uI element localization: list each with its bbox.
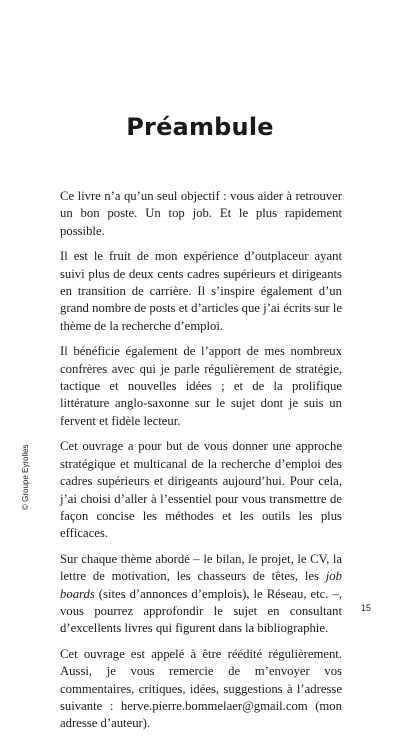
paragraph: Cet ouvrage est appelé à être réédité régulièrement. Aussi, je vous remercie de m’envoyer vos commentaires, critiques, idées, suggestions à l’adresse suivante : herve.pierre.bommelaer@gmail.com (mon adresse d’auteur). [60,646,342,731]
paragraph: Il est le fruit de mon expérience d’outplaceur ayant suivi plus de deux cents cadres supérieurs et dirigeants en transition de carrière. Il s’inspire également d’un grand nombre de posts et d’articles que j’ai écrits sur le thème de la recherche d’emploi. [60,249,342,333]
copyright-credit: © Groupe Eyrolles [21,444,30,510]
paragraph [60,551,342,638]
page-title: Préambule [126,113,274,141]
paragraph: Ce livre n’a qu’un seul objectif : vous aider à retrouver un bon poste. Un top job. Et le plus rapidement possible. [60,189,342,238]
paragraph-text: (sites d’annonces d’emplois), le Réseau, etc. –, vous pourrez approfondir le sujet en consultant d’excellents livres qui figurent dans la bibliographie. [60,586,342,636]
italic-term: job boards [60,569,342,601]
body-text [60,188,342,741]
paragraph-text: Sur chaque thème abordé – le bilan, le projet, le CV, la lettre de motivation, les chasseurs de têtes, les [60,551,342,584]
paragraph: Il bénéficie également de l’apport de mes nombreux confrères avec qui je parle régulièrement de stratégie, tactique et nouvelles idées ; et de la prolifique littérature anglo-saxonne sur le sujet dont je suis un fervent et fidèle lecteur. [60,344,342,428]
page-number: 15 [360,603,371,613]
paragraph: Cet ouvrage a pour but de vous donner une approche stratégique et multicanal de la recherche d’emploi des cadres supérieurs et dirigeants aujourd’hui. Pour cela, j’ai choisi d’aller à l’essentiel pour vous transmettre de façon concise les méthodes et les outils les plus efficaces. [60,439,342,541]
